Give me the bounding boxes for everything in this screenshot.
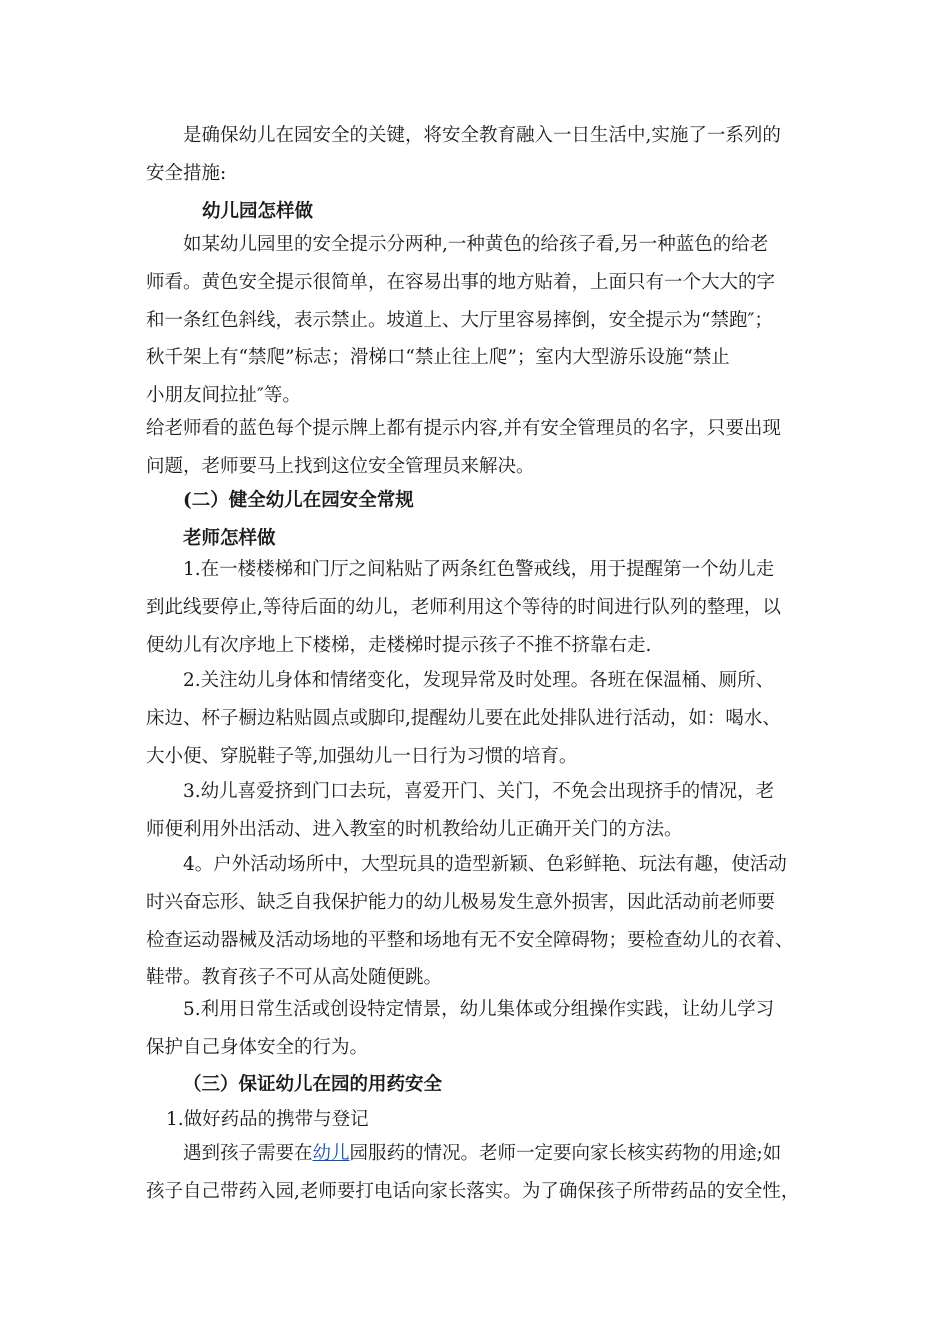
medication-line-2: 孩子自己带药入园,老师要打电话向家长落实。为了确保孩子所带药品的安全性， bbox=[146, 1180, 800, 1202]
intro-line-1: 是确保幼儿在园安全的关键，将安全教育融入一日生活中,实施了一系列的 bbox=[183, 125, 781, 146]
blue-line-1: 给老师看的蓝色每个提示牌上都有提示内容,并有安全管理员的名字，只要出现 bbox=[146, 418, 781, 439]
item-1-line-3: 便幼儿有次序地上下楼梯，走楼梯时提示孩子不推不挤靠右走. bbox=[146, 634, 652, 656]
blue-sign-paragraph bbox=[146, 410, 806, 486]
sub-1-title: 1.做好药品的携带与登记 bbox=[166, 1109, 369, 1130]
item-4-line-4: 鞋带。教育孩子不可从高处随便跳。 bbox=[146, 967, 443, 989]
item-3-line-2: 师便利用外出活动、进入教室的时机教给幼儿正确开关门的方法。 bbox=[146, 818, 683, 840]
medication-line-1-pre: 遇到孩子需要在 bbox=[183, 1143, 313, 1164]
item-2-line-1: 2.关注幼儿身体和情绪变化，发现异常及时处理。各班在保温桶、厕所、 bbox=[183, 670, 775, 691]
item-4-line-1: 4。户外活动场所中，大型玩具的造型新颖、色彩鲜艳、玩法有趣，使活动 bbox=[183, 854, 787, 875]
item-5-line-1: 5.利用日常生活或创设特定情景，幼儿集体或分组操作实践，让幼儿学习 bbox=[183, 999, 775, 1020]
item-4-paragraph bbox=[146, 846, 806, 997]
item-1-line-2: 到此线要停止,等待后面的幼儿，老师利用这个等待的时间进行队列的整理，以 bbox=[146, 596, 781, 618]
kindergarten-link[interactable]: 幼儿 bbox=[312, 1143, 350, 1164]
item-3-paragraph bbox=[146, 773, 806, 849]
item-2-line-3: 大小便、穿脱鞋子等,加强幼儿一日行为习惯的培育。 bbox=[146, 745, 578, 767]
kindergarten-paragraph bbox=[146, 226, 806, 415]
item-2-paragraph bbox=[146, 662, 806, 775]
item-5-line-2: 保护自己身体安全的行为。 bbox=[146, 1036, 369, 1058]
kindergarten-line-2: 师看。黄色安全提示很简单，在容易出事的地方贴着，上面只有一个大大的字 bbox=[146, 271, 776, 293]
item-2-line-2: 床边、杯子橱边粘贴圆点或脚印,提醒幼儿要在此处排队进行活动，如：喝水、 bbox=[146, 707, 781, 729]
kindergarten-line-3: 和一条红色斜线，表示禁止。坡道上、大厅里容易摔倒，安全提示为“禁跑″； bbox=[146, 309, 773, 331]
medication-paragraph bbox=[146, 1135, 806, 1211]
intro-paragraph bbox=[146, 117, 806, 193]
heading-teacher: 老师怎样做 bbox=[183, 528, 276, 549]
item-4-line-2: 时兴奋忘形、缺乏自我保护能力的幼儿极易发生意外损害，因此活动前老师要 bbox=[146, 891, 776, 913]
medication-line-1 bbox=[146, 1135, 806, 1173]
item-5-paragraph bbox=[146, 991, 806, 1067]
kindergarten-line-5: 小朋友间拉扯″等。 bbox=[146, 385, 301, 407]
kindergarten-line-1: 如某幼儿园里的安全提示分两种,一种黄色的给孩子看,另一种蓝色的给老 bbox=[183, 234, 769, 255]
section-2-title: (二）健全幼儿在园安全常规 bbox=[183, 490, 414, 511]
heading-kindergarten: 幼儿园怎样做 bbox=[202, 201, 314, 222]
item-1-line-1: 1.在一楼楼梯和门厅之间粘贴了两条红色警戒线，用于提醒第一个幼儿走 bbox=[183, 559, 775, 580]
blue-line-2: 问题，老师要马上找到这位安全管理员来解决。 bbox=[146, 455, 535, 477]
medication-line-1-post: 园服药的情况。老师一定要向家长核实药物的用途;如 bbox=[349, 1143, 782, 1164]
item-3-line-1: 3.幼儿喜爱挤到门口去玩，喜爱开门、关门，不免会出现挤手的情况，老 bbox=[183, 781, 775, 802]
item-4-line-3: 检查运动器械及活动场地的平整和场地有无不安全障碍物；要检查幼儿的衣着、 bbox=[146, 929, 794, 951]
item-1-paragraph bbox=[146, 551, 806, 664]
section-3-title: （三）保证幼儿在园的用药安全 bbox=[183, 1074, 443, 1095]
kindergarten-line-4: 秋千架上有“禁爬”标志；滑梯口“禁止往上爬”；室内大型游乐设施“禁止 bbox=[146, 347, 730, 369]
intro-line-2: 安全措施: bbox=[146, 162, 227, 184]
